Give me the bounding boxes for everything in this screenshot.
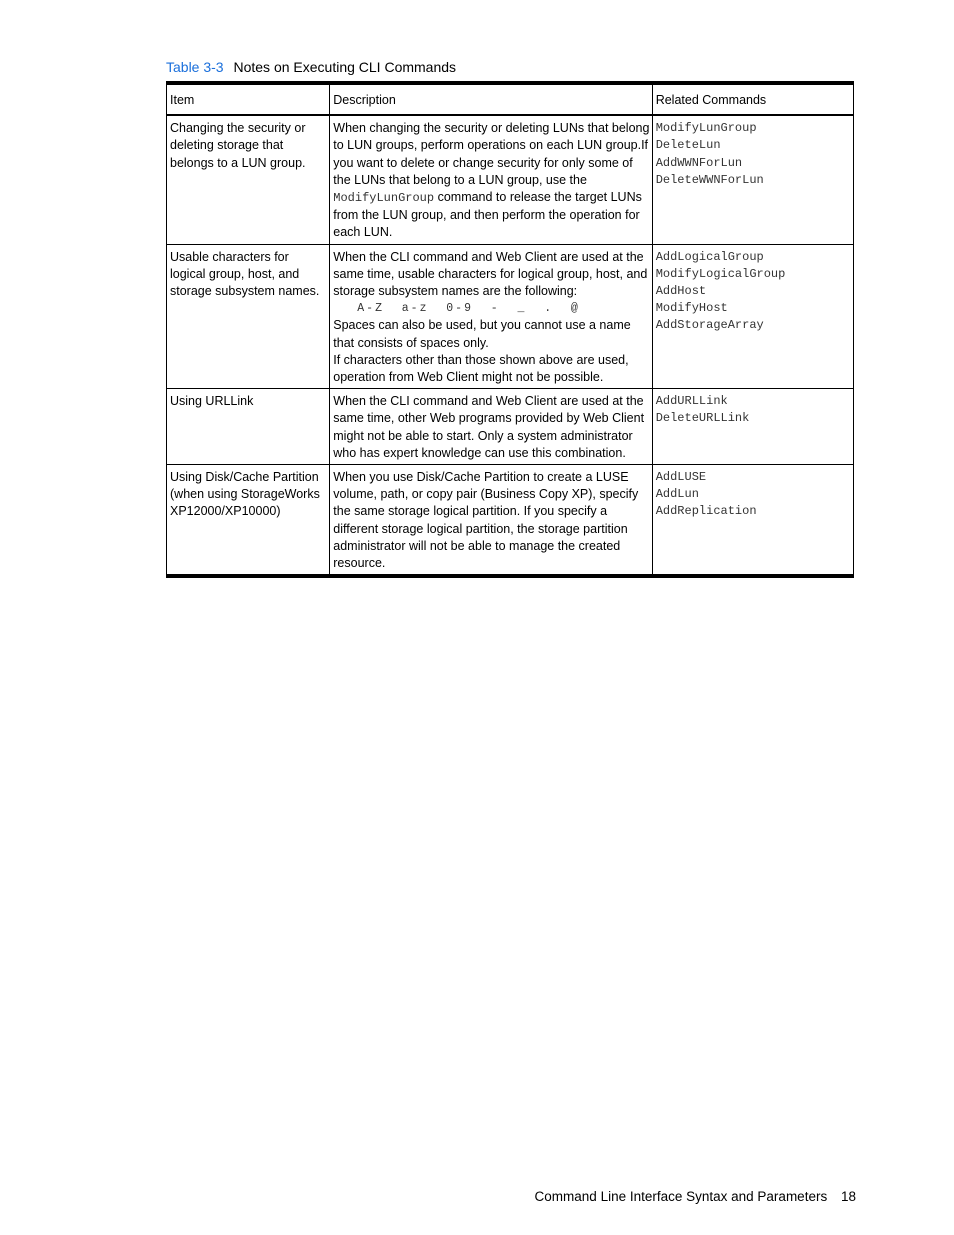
description-cell bbox=[330, 244, 652, 389]
footer-section-title: Command Line Interface Syntax and Parameters bbox=[534, 1189, 828, 1204]
commands-cell bbox=[652, 465, 853, 577]
commands-cell bbox=[652, 244, 853, 389]
item-cell: Usable characters for logical group, host, and storage subsystem names. bbox=[167, 244, 330, 389]
commands-cell bbox=[652, 389, 853, 465]
commands-cell bbox=[652, 115, 853, 244]
description-text: command to release the target LUNs from the LUN group, and then perform the operation for each LUN. bbox=[333, 190, 642, 240]
table-number: Table 3-3 bbox=[166, 59, 224, 75]
table-title: Notes on Executing CLI Commands bbox=[233, 59, 457, 75]
description-cell: When the CLI command and Web Client are used at the same time, other Web programs provided by Web Client might not be able to start. Only a system administrator who has expert knowledge can use this combination. bbox=[330, 389, 652, 465]
command-name: AddLogicalGroup bbox=[655, 249, 764, 264]
inline-command: ModifyLunGroup bbox=[333, 191, 435, 206]
command-name: AddLun bbox=[655, 487, 699, 502]
header-description: Description bbox=[330, 83, 652, 115]
header-item: Item bbox=[167, 83, 330, 115]
notes-table bbox=[166, 81, 854, 578]
description-text: If characters other than those shown above are used, operation from Web Client might not be possible. bbox=[333, 352, 629, 385]
command-name: AddWWNForLun bbox=[655, 155, 743, 170]
item-cell: Changing the security or deleting storage that belongs to a LUN group. bbox=[167, 115, 330, 244]
usable-characters: A-Z a-z 0-9 - _ . @ bbox=[357, 302, 580, 316]
command-name: ModifyLogicalGroup bbox=[655, 266, 786, 281]
command-name: DeleteLun bbox=[655, 138, 721, 153]
header-related-commands: Related Commands bbox=[652, 83, 853, 115]
item-cell: Using URLLink bbox=[167, 389, 330, 465]
command-name: DeleteWWNForLun bbox=[655, 172, 764, 187]
command-name: AddStorageArray bbox=[655, 318, 764, 333]
command-name: ModifyLunGroup bbox=[655, 121, 757, 136]
description-text: Spaces can also be used, but you cannot use a name that consists of spaces only. bbox=[333, 318, 631, 350]
table-row bbox=[167, 389, 854, 465]
description-text: When the CLI command and Web Client are used at the same time, usable characters for logical group, host, and storage subsystem names are the following: bbox=[333, 249, 648, 299]
table-row bbox=[167, 465, 854, 577]
command-name: ModifyHost bbox=[655, 301, 728, 316]
page-footer bbox=[535, 1188, 856, 1205]
description-cell bbox=[330, 115, 652, 244]
table-row bbox=[167, 244, 854, 389]
description-cell: When you use Disk/Cache Partition to create a LUSE volume, path, or copy pair (Business Copy XP), specify the same storage logical partition. If you specify a different storage logical partition, the storage partition administrator will not be able to manage the created resource. bbox=[330, 465, 652, 577]
table-row bbox=[167, 115, 854, 244]
description-text: When changing the security or deleting LUNs that belong to LUN groups, perform operations on each LUN group.If you want to delete or change security for only some of the LUNs that belong to a LUN group, use the bbox=[333, 121, 650, 187]
command-name: AddURLLink bbox=[655, 394, 728, 409]
command-name: DeleteURLLink bbox=[655, 411, 750, 426]
command-name: AddLUSE bbox=[655, 470, 707, 485]
item-cell: Using Disk/Cache Partition (when using StorageWorks XP12000/XP10000) bbox=[167, 465, 330, 577]
header-row bbox=[167, 83, 854, 115]
table-caption bbox=[166, 59, 456, 76]
page-number: 18 bbox=[840, 1189, 856, 1204]
command-name: AddReplication bbox=[655, 504, 757, 519]
command-name: AddHost bbox=[655, 284, 707, 299]
